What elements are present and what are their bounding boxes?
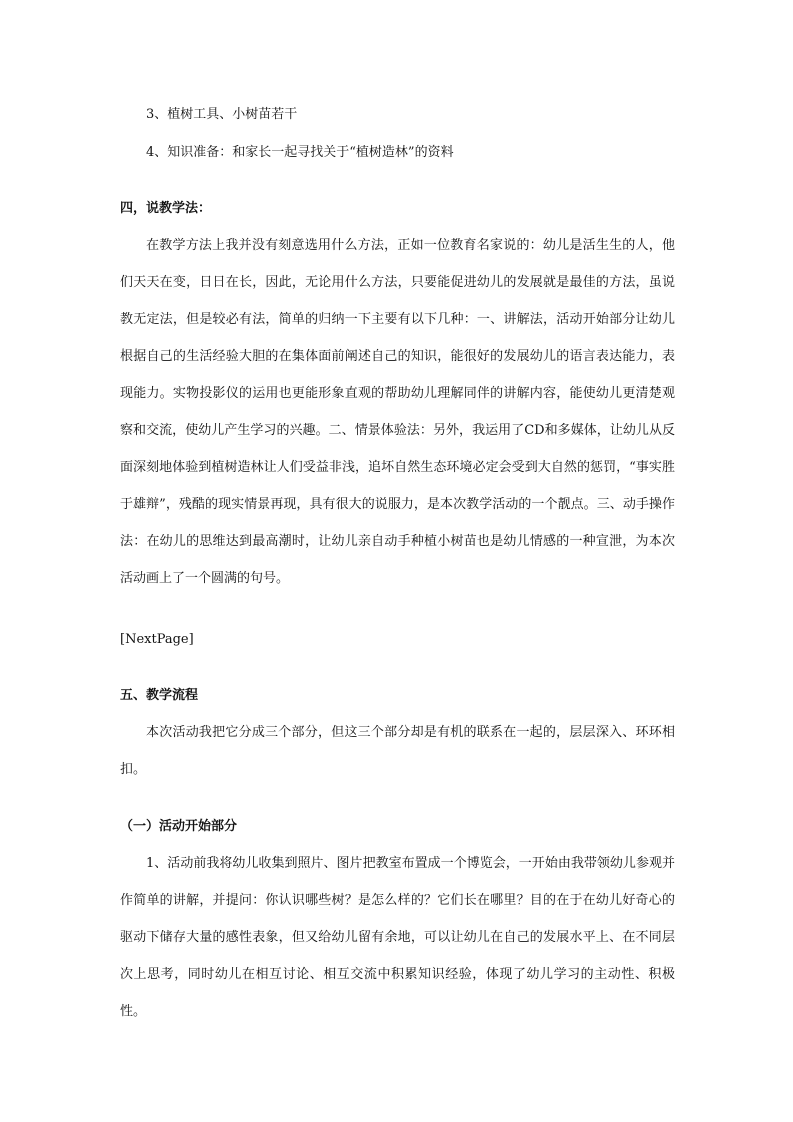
section-5-body: 本次活动我把它分成三个部分，但这三个部分却是有机的联系在一起的，层层深入、环环相扣。 <box>120 725 675 777</box>
part-1-body: 1、活动前我将幼儿收集到照片、图片把教室布置成一个博览会，一开始由我带领幼儿参观并作简单的讲解，并提问：你认识哪些树？是怎么样的？它们长在哪里？目的在于在幼儿好奇心的驱动下储存大量的感性表象，但又给幼儿留有余地，可以让幼儿在自己的发展水平上、在不同层次上思考，同时幼儿在相互讨论、相互交流中积累知识经验，体现了幼儿学习的主动性、积极性。 <box>120 856 675 1019</box>
section-5-heading: 五、教学流程 <box>120 688 199 703</box>
material-item-3: 3、植树工具、小树苗若干 <box>146 107 298 122</box>
material-item-4: 4、知识准备：和家长一起寻找关于“植树造林”的资料 <box>146 145 454 160</box>
part-1-heading: （一）活动开始部分 <box>120 819 238 834</box>
section-4-body: 在教学方法上我并没有刻意选用什么方法，正如一位教育名家说的：幼儿是活生生的人，他们天天在变，日日在长，因此，无论用什么方法，只要能促进幼儿的发展就是最佳的方法，虽说教无定法，但是较必有法，简单的归纳一下主要有以下几种：一、讲解法，活动开始部分让幼儿根据自己的生活经验大胆的在集体面前阐述自己的知识，能很好的发展幼儿的语言表达能力，表现能力。实物投影仪的运用也更能形象直观的帮助幼儿理解同伴的讲解内容，能使幼儿更清楚观察和交流，使幼儿产生学习的兴趣。二、情景体验法：另外，我运用了CD和多媒体，让幼儿从反面深刻地体验到植树造林让人们受益非浅，追坏自然生态环境必定会受到大自然的惩罚，“事实胜于雄辩”，残酷的现实情景再现，具有很大的说服力，是本次教学活动的一个靓点。三、动手操作法：在幼儿的思维达到最高潮时，让幼儿亲自动手种植小树苗也是幼儿情感的一种宣泄，为本次活动画上了一个圆满的句号。 <box>120 238 675 586</box>
page-break-marker: [NextPage] <box>120 632 194 647</box>
section-4-heading: 四，说教学法： <box>120 201 212 216</box>
